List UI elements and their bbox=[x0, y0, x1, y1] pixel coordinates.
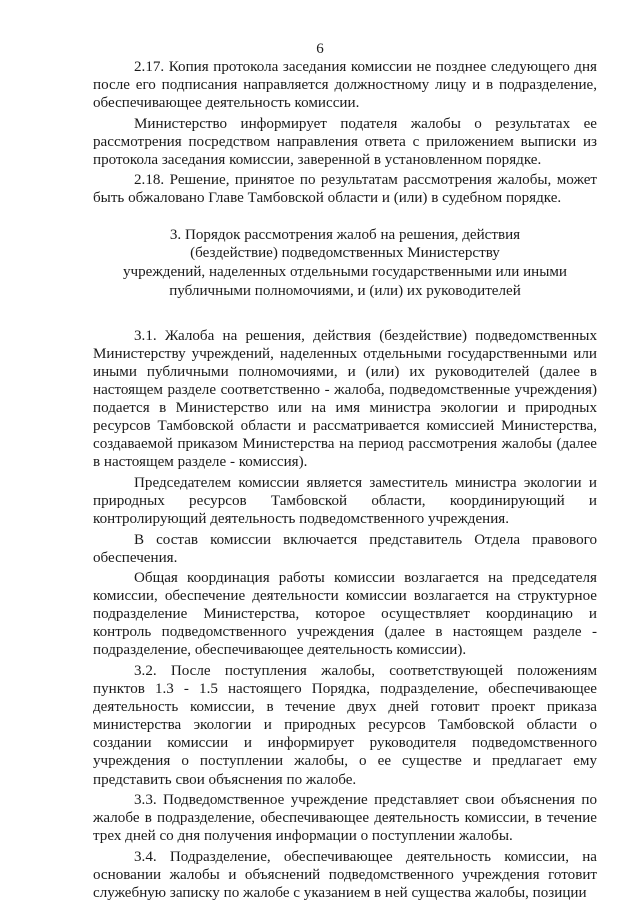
paragraph-3-1: 3.1. Жалоба на решения, действия (бездействие) подведомственных Министерству учреждений, наделенных отдельными государственными или иными публичными полномочиями, и (или) их руководителей (далее в настоящем разделе соответственно - жалоба, подведомственные учреждения) подается в Министерство или на имя министра экологии и природных ресурсов Тамбовской области и рассматривается комиссией Министерства, создаваемой приказом Министерства на период рассмотрения жалобы (далее в настоящем разделе - комиссия). bbox=[93, 327, 597, 471]
paragraph-2-18: 2.18. Решение, принятое по результатам рассмотрения жалобы, может быть обжаловано Главе Тамбовской области и (или) в судебном порядке. bbox=[93, 172, 597, 207]
page-number: 6 bbox=[316, 41, 324, 57]
paragraph-3-3: 3.3. Подведомственное учреждение представляет свои объяснения по жалобе в подразделение, обеспечивающее деятельность комиссии, в течение трех дней со дня получения информации о поступлении жалобы. bbox=[93, 792, 597, 845]
paragraph-coordination: Общая координация работы комиссии возлагается на председателя комиссии, обеспечение деятельности комиссии возлагается на структурное подразделение Министерства, которое осуществляет координацию и контроль подведомственного учреждения (далее в настоящем разделе - подразделение, обеспечивающее деятельность комиссии). bbox=[93, 570, 597, 659]
section-heading-line: публичными полномочиями, и (или) их руководителей bbox=[169, 282, 521, 299]
paragraph-2-17: 2.17. Копия протокола заседания комиссии не позднее следующего дня после его подписания направляется должностному лицу и в подразделение, обеспечивающее деятельность комиссии. bbox=[93, 59, 597, 112]
section-heading-line: 3. Порядок рассмотрения жалоб на решения, действия bbox=[169, 226, 521, 243]
document-body bbox=[93, 58, 597, 904]
section-heading-line: (бездействие) подведомственных Министерству bbox=[190, 245, 500, 262]
paragraph-ministry-informs: Министерство информирует подателя жалобы о результатах ее рассмотрения посредством направления ответа с приложением выписки из протокола заседания комиссии, заверенной в установленном порядке. bbox=[93, 115, 597, 168]
paragraph-commission-members: В состав комиссии включается представитель Отдела правового обеспечения. bbox=[93, 531, 597, 566]
section-heading-line: учреждений, наделенных отдельными государственными или иными bbox=[122, 264, 567, 281]
paragraph-3-2: 3.2. После поступления жалобы, соответствующей положениям пунктов 1.3 - 1.5 настоящего Порядка, подразделение, обеспечивающее деятельность комиссии, в течение двух дней готовит проект приказа министерства экологии и природных ресурсов Тамбовской области о создании комиссии и информирует руководителя подведомственного учреждения о поступлении жалобы, о ее существе и предлагает ему представить свои объяснения по жалобе. bbox=[93, 662, 597, 788]
section-3-heading bbox=[93, 226, 597, 301]
paragraph-commission-chair: Председателем комиссии является заместитель министра экологии и природных ресурсов Тамбовской области, координирующий и контролирующий деятельность подведомственного учреждения. bbox=[93, 474, 597, 528]
paragraph-3-4: 3.4. Подразделение, обеспечивающее деятельность комиссии, на основании жалобы и объяснений подведомственного учреждения готовит служебную записку по жалобе с указанием в ней существа жалобы, позиции bbox=[93, 848, 597, 901]
